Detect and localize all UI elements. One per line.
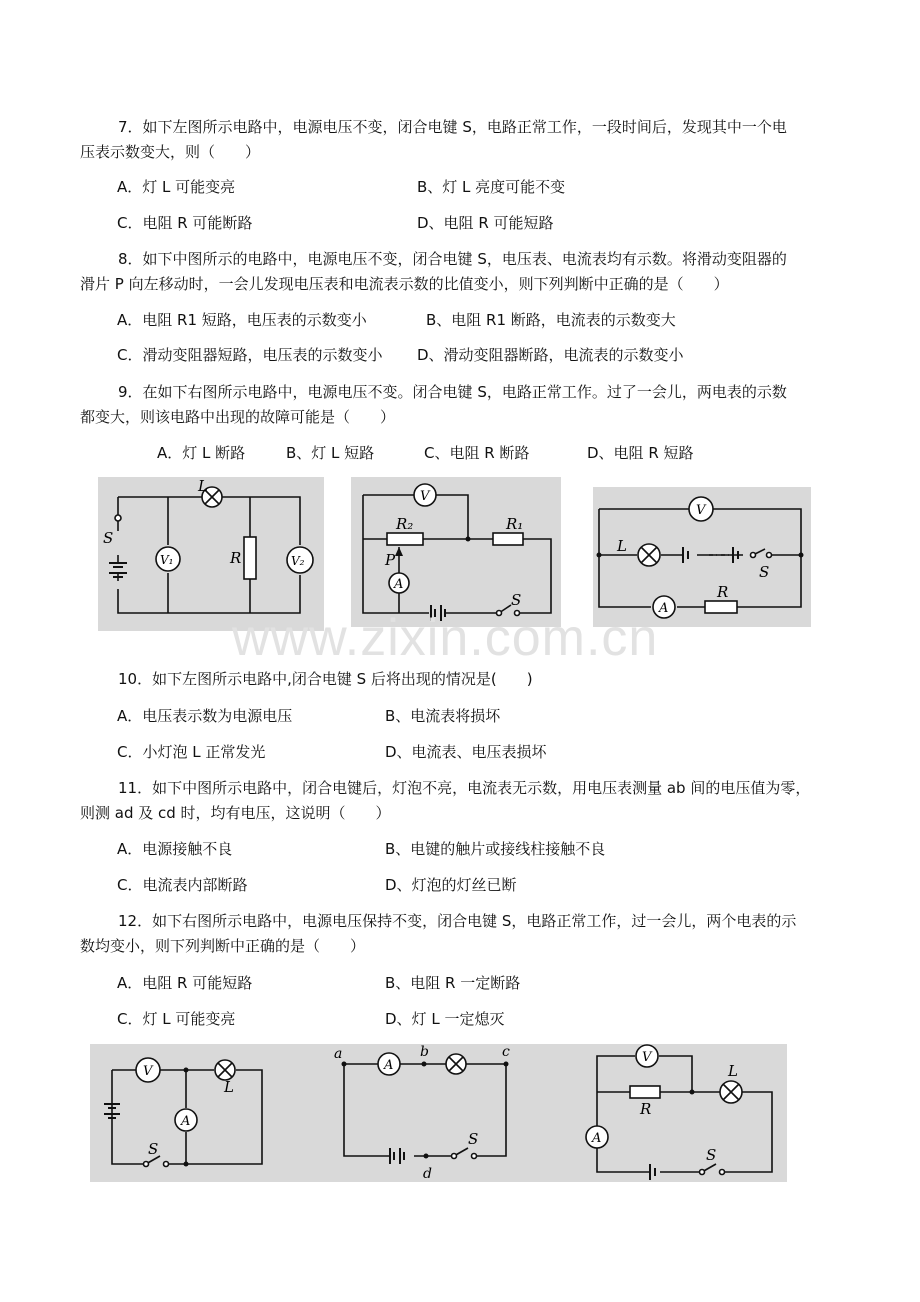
label-ammeter-A: A <box>181 1114 191 1129</box>
q9-option-d: D、电阻 R 短路 <box>587 444 694 462</box>
q11-option-c: C．电流表内部断路 <box>117 876 248 894</box>
label-resistor-R: R <box>717 583 729 601</box>
q10-stem-line1: 10．如下左图所示电路中,闭合电键 S 后将出现的情况是( ) <box>118 670 533 688</box>
label-point-c: c <box>502 1044 510 1060</box>
label-voltmeter-V: V <box>642 1050 652 1065</box>
q12-stem-line1: 12．如下右图所示电路中，电源电压保持不变，闭合电键 S，电路正常工作，过一会儿，两个电表的示 <box>118 912 797 930</box>
label-rheostat-R2: R₂ <box>396 515 414 533</box>
q12-option-b: B、电阻 R 一定断路 <box>385 974 521 992</box>
circuit-figure-q8 <box>351 477 561 627</box>
label-ammeter-A: A <box>659 601 669 616</box>
q9-option-a: A．灯 L 断路 <box>157 444 246 462</box>
q7-option-c: C．电阻 R 可能断路 <box>117 214 253 232</box>
q8-option-d: D、滑动变阻器断路，电流表的示数变小 <box>417 346 684 364</box>
q8-option-b: B、电阻 R1 断路，电流表的示数变大 <box>426 311 676 329</box>
label-point-b: b <box>420 1044 429 1060</box>
label-lamp-L: L <box>617 537 627 555</box>
label-resistor-R1: R₁ <box>506 515 524 533</box>
q11-option-a: A．电源接触不良 <box>117 840 233 858</box>
label-lamp-L: L <box>728 1062 738 1080</box>
q7-option-d: D、电阻 R 可能短路 <box>417 214 554 232</box>
q9-stem-line1: 9．在如下右图所示电路中，电源电压不变。闭合电键 S，电路正常工作。过了一会儿，两电表的示数 <box>118 383 787 401</box>
q9-stem-line2: 都变大，则该电路中出现的故障可能是（ ） <box>80 408 396 426</box>
q8-option-c: C．滑动变阻器短路，电压表的示数变小 <box>117 346 383 364</box>
q12-option-a: A．电阻 R 可能短路 <box>117 974 253 992</box>
label-switch-S: S <box>103 529 114 547</box>
label-resistor-R: R <box>640 1100 652 1118</box>
q11-stem-line1: 11．如下中图所示电路中，闭合电键后，灯泡不亮，电流表无示数，用电压表测量 ab 间的电压值为零， <box>118 779 811 797</box>
label-voltmeter-V: V <box>420 489 430 504</box>
q8-stem-line2: 滑片 P 向左移动时，一会儿发现电压表和电流表示数的比值变小，则下列判断中正确的是（ ） <box>80 275 729 293</box>
label-switch-S: S <box>148 1140 159 1158</box>
q8-option-a: A．电阻 R1 短路，电压表的示数变小 <box>117 311 367 329</box>
label-switch-S: S <box>706 1146 717 1164</box>
label-ammeter-A: A <box>592 1131 602 1146</box>
q9-option-b: B、灯 L 短路 <box>286 444 375 462</box>
circuit-figure-q9 <box>593 487 811 627</box>
label-point-a: a <box>334 1046 343 1062</box>
label-resistor-R: R <box>230 549 242 567</box>
q7-option-a: A．灯 L 可能变亮 <box>117 178 236 196</box>
label-switch-S: S <box>468 1130 479 1148</box>
label-point-d: d <box>423 1166 432 1182</box>
q11-option-d: D、灯泡的灯丝已断 <box>385 876 517 894</box>
label-switch-S: S <box>511 591 522 609</box>
q10-option-d: D、电流表、电压表损坏 <box>385 743 547 761</box>
label-voltmeter-V: V <box>696 503 706 518</box>
q10-option-c: C．小灯泡 L 正常发光 <box>117 743 266 761</box>
q7-stem-line1: 7．如下左图所示电路中，电源电压不变，闭合电键 S，电路正常工作，一段时间后，发现其中一个电 <box>118 118 787 136</box>
label-voltmeter-V2: V₂ <box>291 554 305 568</box>
label-ammeter-A: A <box>394 577 404 592</box>
q7-option-b: B、灯 L 亮度可能不变 <box>417 178 566 196</box>
q11-stem-line2: 则测 ad 及 cd 时，均有电压，这说明（ ） <box>80 804 391 822</box>
label-ammeter-A: A <box>384 1058 394 1073</box>
q10-option-b: B、电流表将损坏 <box>385 707 501 725</box>
q11-option-b: B、电键的触片或接线柱接触不良 <box>385 840 606 858</box>
q8-stem-line1: 8．如下中图所示的电路中，电源电压不变，闭合电键 S，电压表、电流表均有示数。将滑动变阻器的 <box>118 250 787 268</box>
label-switch-S: S <box>759 563 770 581</box>
label-lamp-L: L <box>198 477 208 495</box>
q12-option-c: C．灯 L 可能变亮 <box>117 1010 236 1028</box>
q9-option-c: C、电阻 R 断路 <box>424 444 530 462</box>
q12-option-d: D、灯 L 一定熄灭 <box>385 1010 505 1028</box>
watermark: www.zixin.com.cn <box>232 609 659 667</box>
q12-stem-line2: 数均变小，则下列判断中正确的是（ ） <box>80 937 366 955</box>
label-lamp-L: L <box>224 1078 234 1096</box>
label-voltmeter-V1: V₁ <box>160 553 174 567</box>
label-slider-P: P <box>385 551 396 569</box>
circuit-figure-row-2 <box>90 1044 787 1182</box>
label-voltmeter-V: V <box>143 1064 153 1079</box>
q10-option-a: A．电压表示数为电源电压 <box>117 707 293 725</box>
q7-stem-line2: 压表示数变大，则（ ） <box>80 143 261 161</box>
